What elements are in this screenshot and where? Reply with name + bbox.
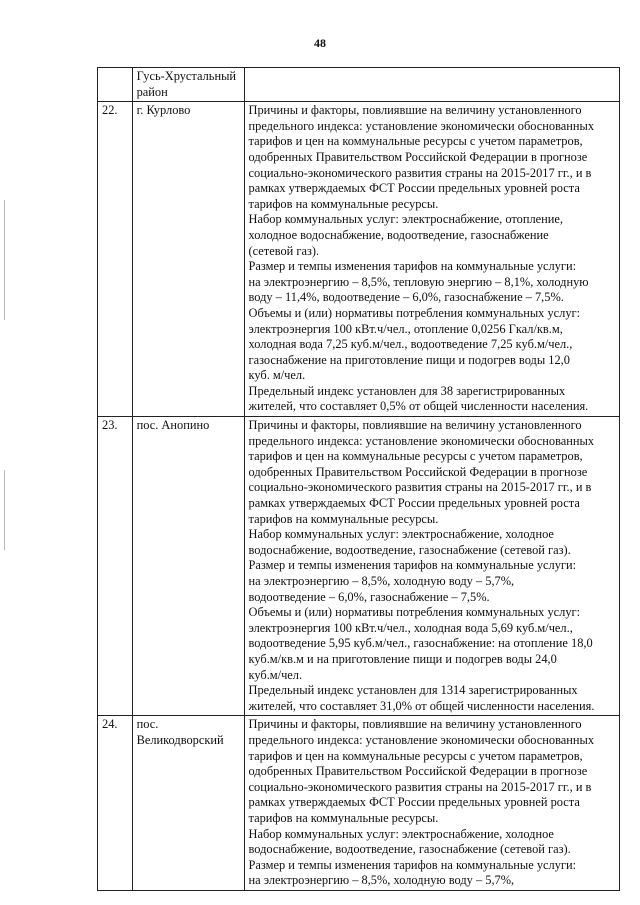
row-number: 22. [102, 103, 118, 118]
row-number-cell [98, 68, 133, 102]
settlement-name: г. Курлово [136, 103, 191, 118]
description-cell [244, 417, 619, 716]
table-row-district-header [98, 68, 620, 102]
scan-margin-mark [4, 470, 5, 550]
description-cell [244, 102, 619, 417]
settlement-description: Причины и факторы, повлиявшие на величину установленного предельного индекса: установление экономически обоснованных тарифов и цен на коммунальные ресурсы с учетом параметров, одобренных Правительством Российской Федерации в прогнозе социально-экономического развития страны на 2015-2017 гг., и в рамках утверждаемых ФСТ России предельных уровней роста тарифов на коммунальные ресурсы. Набор коммунальных услуг: электроснабжение, холодное водоснабжение, водоотведение, газоснабжение (сетевой газ). Размер и темпы изменения тарифов на коммунальные услуги: на электроэнергию – 8,5%, холодную воду – 5,7%, [248, 717, 595, 888]
settlement-description: Причины и факторы, повлиявшие на величину установленного предельного индекса: установление экономически обоснованных тарифов и цен на коммунальные ресурсы с учетом параметров, одобренных Правительством Российской Федерации в прогнозе социально-экономического развития страны на 2015-2017 гг., и в рамках утверждаемых ФСТ России предельных уровней роста тарифов на коммунальные ресурсы. Набор коммунальных услуг: электроснабжение, холодное водоснабжение, водоотведение, газоснабжение (сетевой газ). Размер и темпы изменения тарифов на коммунальные услуги: на электроэнергию – 8,5%, холодную воду – 5,7%, водоотведение – 6,0%, газоснабжение – 7,5%. Объемы и (или) нормативы потребления коммунальных услуг: электроэнергия 100 кВт.ч/чел., холодная вода 5,69 куб.м/чел., водоотведение 5,95 куб.м/чел., газоснабжение: на отопление 18,0 куб.м/кв.м и на приготовление пищи и подогрев воды 24,0 куб.м/чел. Предельный индекс установлен для 1314 зарегистрированных жителей, что составляет 31,0% от общей численности населения. [248, 418, 595, 713]
table-row [98, 417, 620, 716]
description-cell [244, 68, 619, 102]
district-name: Гусь-Хрустальный район [136, 69, 237, 99]
table-row [98, 716, 620, 891]
row-number-cell [98, 417, 133, 716]
description-cell [244, 716, 619, 891]
settlement-name: пос. Анопино [136, 418, 210, 433]
page-number: 48 [314, 36, 326, 50]
scan-margin-mark [4, 200, 5, 320]
row-number-cell [98, 102, 133, 417]
table-row [98, 102, 620, 417]
row-number-cell [98, 716, 133, 891]
tariff-index-table [97, 67, 620, 891]
row-number: 24. [102, 717, 118, 732]
row-number: 23. [102, 418, 118, 433]
district-name-cell [132, 68, 244, 102]
settlement-name: пос. Великодворский [136, 717, 224, 747]
settlement-description: Причины и факторы, повлиявшие на величину установленного предельного индекса: установление экономически обоснованных тарифов и цен на коммунальные ресурсы с учетом параметров, одобренных Правительством Российской Федерации в прогнозе социально-экономического развития страны на 2015-2017 гг., и в рамках утверждаемых ФСТ России предельных уровней роста тарифов на коммунальные ресурсы. Набор коммунальных услуг: электроснабжение, отопление, холодное водоснабжение, водоотведение, газоснабжение (сетевой газ). Размер и темпы изменения тарифов на коммунальные услуги: на электроэнергию – 8,5%, тепловую энергию – 8,1%, холодную воду – 11,4%, водоотведение – 6,0%, газоснабжение – 7,5%. Объемы и (или) нормативы потребления коммунальных услуг: электроэнергия 100 кВт.ч/чел., отопление 0,0256 Гкал/кв.м, холодная вода 7,25 куб.м/чел., водоотведение 7,25 куб.м/чел., газоснабжение на приготовление пищи и подогрев воды 12,0 куб. м/чел. Предельный индекс установлен для 38 зарегистрированных жителей, что составляет 0,5% от общей численности населения. [248, 103, 595, 414]
settlement-name-cell [132, 102, 244, 417]
settlement-name-cell [132, 417, 244, 716]
settlement-name-cell [132, 716, 244, 891]
